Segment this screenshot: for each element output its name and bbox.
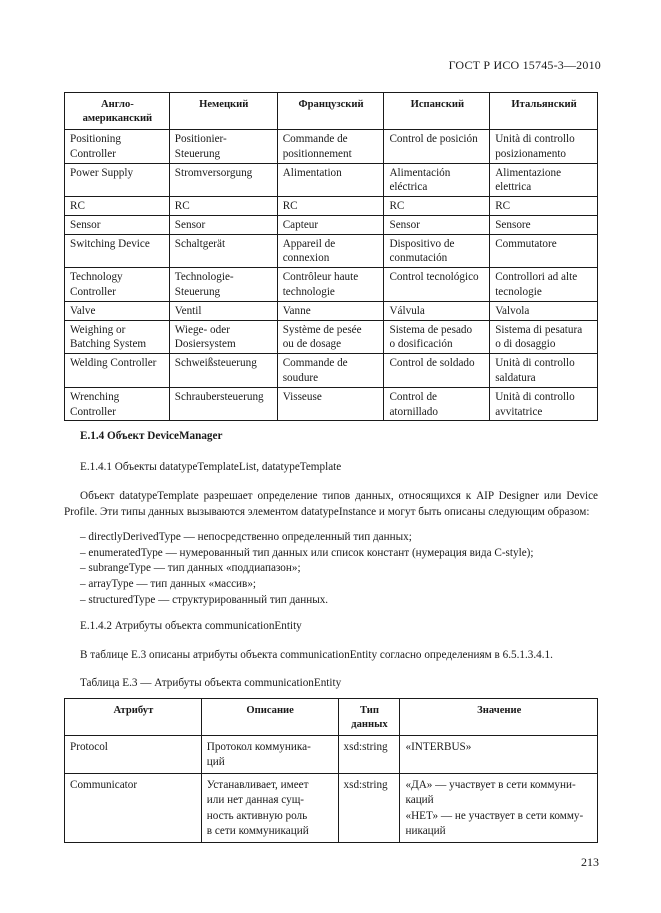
table-cell: Power Supply xyxy=(65,163,170,197)
table-cell: Commande de positionnement xyxy=(277,130,384,164)
language-table-row xyxy=(65,268,598,302)
language-table-row xyxy=(65,234,598,268)
table-cell: Communicator xyxy=(65,773,202,842)
datatype-list xyxy=(64,530,598,608)
table-cell: Control tecnológico xyxy=(384,268,490,302)
attribute-table xyxy=(64,698,598,843)
table-cell: Controllori ad alte tecnologie xyxy=(490,268,598,302)
header-cell: Итальянский xyxy=(490,93,598,130)
table-cell: Vanne xyxy=(277,301,384,320)
header-cell: Описание xyxy=(201,699,338,736)
table-cell: Alimentation xyxy=(277,163,384,197)
table-cell: Schaltgerät xyxy=(169,234,277,268)
language-table-row xyxy=(65,387,598,421)
table-cell: Sistema de pesado o dosificación xyxy=(384,320,490,354)
header-cell: Французский xyxy=(277,93,384,130)
language-table-row xyxy=(65,197,598,216)
table-cell: Control de soldado xyxy=(384,354,490,388)
table-cell: Sistema di pesatura o di dosaggio xyxy=(490,320,598,354)
table-cell: xsd:string xyxy=(338,736,400,774)
table-cell: Sensor xyxy=(169,215,277,234)
section-heading: E.1.4 Объект DeviceManager xyxy=(80,430,223,442)
language-table-row xyxy=(65,354,598,388)
language-table-row xyxy=(65,130,598,164)
table-cell: Unità di controllo avvitatrice xyxy=(490,387,598,421)
list-item: – subrangeType — тип данных «поддиапазон»; xyxy=(80,562,301,575)
list-item: – arrayType — тип данных «массив»; xyxy=(80,578,257,591)
table-cell: Wiege- oder Dosiersystem xyxy=(169,320,277,354)
table-cell: Stromversorgung xyxy=(169,163,277,197)
table-cell: Schweißsteuerung xyxy=(169,354,277,388)
table-cell: Sensor xyxy=(384,215,490,234)
list-item: – enumeratedType — нумерованный тип данных или список констант (нумерация вида C-style); xyxy=(80,546,534,559)
header-cell: Атрибут xyxy=(65,699,202,736)
header-cell: Значение xyxy=(400,699,598,736)
table-cell: Weighing or Batching System xyxy=(65,320,170,354)
table-cell: Commande de soudure xyxy=(277,354,384,388)
table-cell: Wrenching Controller xyxy=(65,387,170,421)
table-cell: Switching Device xyxy=(65,234,170,268)
language-table-row xyxy=(65,163,598,197)
table-cell: RC xyxy=(384,197,490,216)
table-cell: Système de pesée ou de dosage xyxy=(277,320,384,354)
table-cell: Valve xyxy=(65,301,170,320)
table-cell: xsd:string xyxy=(338,773,400,842)
attribute-table-row xyxy=(65,773,598,842)
table-cell: Valvola xyxy=(490,301,598,320)
language-table-header xyxy=(65,93,598,130)
table-cell: Welding Controller xyxy=(65,354,170,388)
document-header: ГОСТ Р ИСО 15745-3—2010 xyxy=(448,58,601,72)
table-cell: Unità di controllo saldatura xyxy=(490,354,598,388)
table-cell: Technology Controller xyxy=(65,268,170,302)
table-cell: Alimentación eléctrica xyxy=(384,163,490,197)
table-cell: RC xyxy=(277,197,384,216)
language-table-row xyxy=(65,215,598,234)
table-cell: Technologie- Steuerung xyxy=(169,268,277,302)
paragraph-communication: В таблице E.3 описаны атрибуты объекта communicationEntity согласно определениям в 6.5.1.3.4.1. xyxy=(80,649,553,661)
table-cell: Control de posición xyxy=(384,130,490,164)
table-cell: RC xyxy=(169,197,277,216)
table-cell: Устанавливает, имеет или нет данная сущ- ность активную роль в сети коммуникаций xyxy=(201,773,338,842)
table-cell: Dispositivo de conmutación xyxy=(384,234,490,268)
table-cell: Appareil de connexion xyxy=(277,234,384,268)
table-cell: Commutatore xyxy=(490,234,598,268)
language-table-row xyxy=(65,320,598,354)
subsection-heading-2: E.1.4.2 Атрибуты объекта communicationEntity xyxy=(80,620,302,632)
table-cell: Positioning Controller xyxy=(65,130,170,164)
attribute-table-row xyxy=(65,736,598,774)
language-table-row xyxy=(65,301,598,320)
list-item: – structuredType — структурированный тип данных. xyxy=(80,593,329,606)
table-cell: Sensore xyxy=(490,215,598,234)
header-cell: Немецкий xyxy=(169,93,277,130)
table-cell: «ДА» — участвует в сети коммуни- каций «НЕТ» — не участвует в сети комму- никаций xyxy=(400,773,598,842)
table-cell: Visseuse xyxy=(277,387,384,421)
table-caption: Таблица E.3 — Атрибуты объекта communicationEntity xyxy=(80,677,342,689)
table-cell: «INTERBUS» xyxy=(400,736,598,774)
table-cell: Capteur xyxy=(277,215,384,234)
table-cell: Unità di controllo posizionamento xyxy=(490,130,598,164)
header-cell: Испанский xyxy=(384,93,490,130)
subsection-heading-1: E.1.4.1 Объекты datatypeTemplateList, datatypeTemplate xyxy=(80,461,342,473)
table-cell: Contrôleur haute technologie xyxy=(277,268,384,302)
table-cell: Schraubersteuerung xyxy=(169,387,277,421)
table-cell: Positionier- Steuerung xyxy=(169,130,277,164)
attribute-table-header xyxy=(65,699,598,736)
table-cell: Control de atornillado xyxy=(384,387,490,421)
page-number: 213 xyxy=(581,855,599,869)
table-cell: RC xyxy=(490,197,598,216)
list-item: – directlyDerivedType — непосредственно определенный тип данных; xyxy=(80,531,412,543)
language-table xyxy=(64,92,598,421)
table-cell: Ventil xyxy=(169,301,277,320)
table-cell: Protocol xyxy=(65,736,202,774)
header-cell: Англо- американский xyxy=(65,93,170,130)
header-cell: Тип данных xyxy=(338,699,400,736)
table-cell: Протокол коммуника- ций xyxy=(201,736,338,774)
table-cell: Alimentazione elettrica xyxy=(490,163,598,197)
table-cell: Sensor xyxy=(65,215,170,234)
table-cell: RC xyxy=(65,197,170,216)
table-cell: Válvula xyxy=(384,301,490,320)
paragraph-datatype: Объект datatypeTemplate разрешает определение типов данных, относящихся к AIP Designer или Device Profile. Эти типы данных вызываются элементом datatypeInstance и могут быть описаны следующим образом: xyxy=(64,490,598,518)
